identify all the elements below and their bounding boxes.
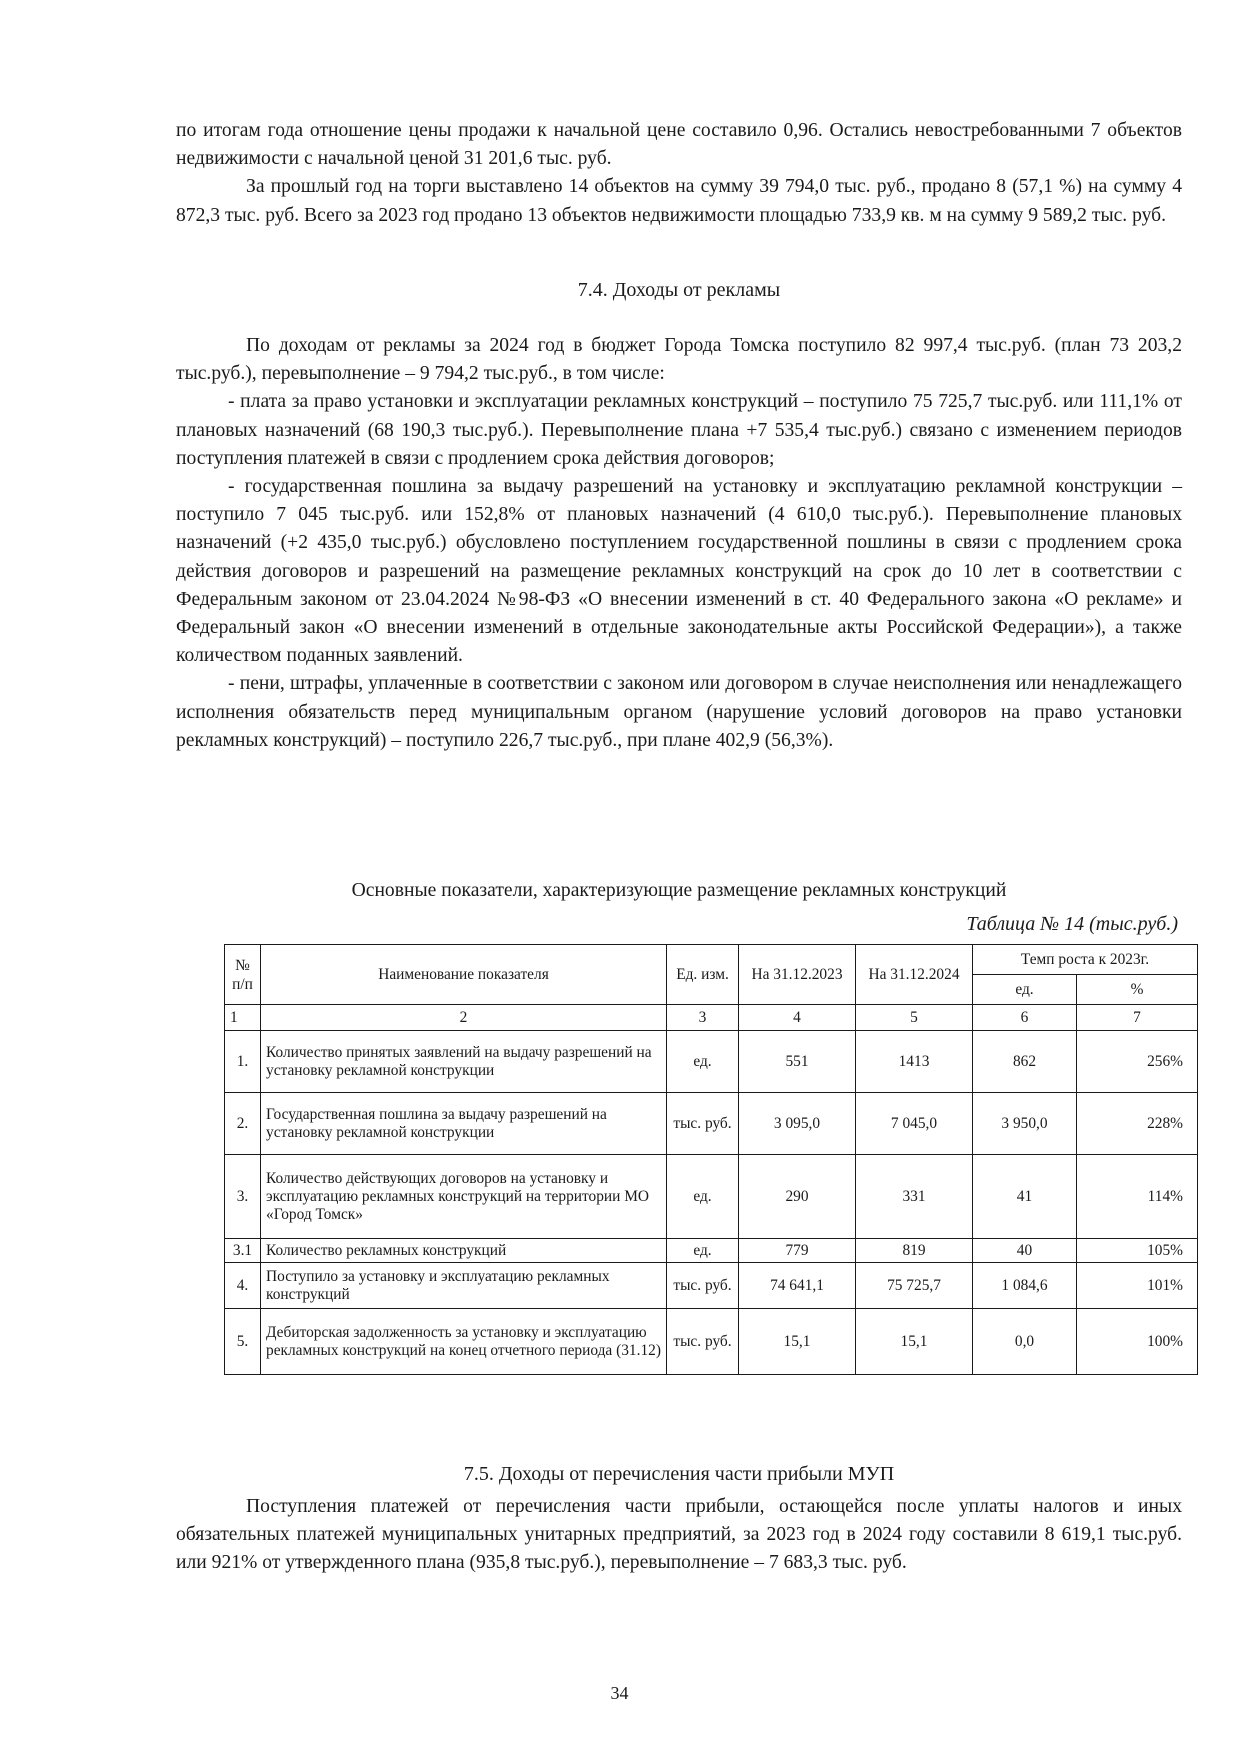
row-growth-pct: 105% — [1077, 1239, 1198, 1263]
header-growth-unit: ед. — [973, 975, 1077, 1005]
row-value-2024: 75 725,7 — [856, 1263, 973, 1309]
row-value-2023: 3 095,0 — [739, 1093, 856, 1155]
row-value-2024: 331 — [856, 1155, 973, 1239]
row-value-2023: 551 — [739, 1031, 856, 1093]
row-unit: ед. — [667, 1031, 739, 1093]
row-value-2023: 74 641,1 — [739, 1263, 856, 1309]
row-num: 2. — [225, 1093, 261, 1155]
paragraph-ad-fee: - плата за право установки и эксплуатации рекламных конструкций – поступило 75 725,7 тыс.руб. или 111,1% от плановых назначений (68 190,3 тыс.руб.). Перевыполнение плана +7 535,4 тыс.руб.) связано с изменением периодов поступления платежей в связи с продлением срока действия договоров; — [176, 391, 1182, 469]
col-number: 5 — [856, 1005, 973, 1031]
header-name: Наименование показателя — [261, 945, 667, 1005]
row-growth-abs: 3 950,0 — [973, 1093, 1077, 1155]
section-heading-7-5: 7.5. Доходы от перечисления части прибыли МУП — [463, 1463, 895, 1485]
advertising-revenue-block — [176, 332, 1182, 755]
col-number: 2 — [261, 1005, 667, 1031]
col-number: 6 — [973, 1005, 1077, 1031]
table-row — [225, 1031, 1198, 1093]
row-name: Государственная пошлина за выдачу разрешений на установку рекламной конструкции — [261, 1093, 667, 1155]
row-growth-abs: 862 — [973, 1031, 1077, 1093]
page-number: 34 — [610, 1683, 629, 1703]
indicators-table — [224, 944, 1198, 1375]
table-caption: Основные показатели, характеризующие размещение рекламных конструкций — [351, 880, 1007, 901]
table-row — [225, 1093, 1198, 1155]
row-unit: тыс. руб. — [667, 1309, 739, 1375]
row-growth-pct: 256% — [1077, 1031, 1198, 1093]
row-growth-abs: 0,0 — [973, 1309, 1077, 1375]
paragraph-sales-result: по итогам года отношение цены продажи к начальной цене составило 0,96. Остались невостребованными 7 объектов недвижимости с начальной ценой 31 201,6 тыс. руб. — [176, 120, 1182, 170]
table-header-row — [225, 945, 1198, 975]
col-number: 1 — [225, 1005, 261, 1031]
intro-block — [176, 117, 1182, 230]
header-unit: Ед. изм. — [667, 945, 739, 1005]
row-unit: тыс. руб. — [667, 1263, 739, 1309]
row-value-2023: 290 — [739, 1155, 856, 1239]
row-value-2024: 7 045,0 — [856, 1093, 973, 1155]
row-value-2023: 15,1 — [739, 1309, 856, 1375]
row-name: Дебиторская задолженность за установку и эксплуатацию рекламных конструкций на конец отчетного периода (31.12) — [261, 1309, 667, 1375]
section-heading-7-4: 7.4. Доходы от рекламы — [577, 279, 781, 301]
paragraph-mup-profit: Поступления платежей от перечисления части прибыли, остающейся после уплаты налогов и иных обязательных платежей муниципальных унитарных предприятий, за 2023 год в 2024 году составили 8 619,1 тыс.руб. или 921% от утвержденного плана (935,8 тыс.руб.), перевыполнение – 7 683,3 тыс. руб. — [176, 1496, 1182, 1574]
header-growth-pct: % — [1077, 975, 1198, 1005]
row-growth-abs: 40 — [973, 1239, 1077, 1263]
table-row — [225, 1309, 1198, 1375]
row-value-2024: 819 — [856, 1239, 973, 1263]
row-name: Количество действующих договоров на установку и эксплуатацию рекламных конструкций на территории МО «Город Томск» — [261, 1155, 667, 1239]
table-number: Таблица № 14 (тыс.руб.) — [966, 913, 1178, 935]
row-name: Количество рекламных конструкций — [261, 1239, 667, 1263]
header-growth: Темп роста к 2023г. — [973, 945, 1198, 975]
header-date-2024: На 31.12.2024 — [856, 945, 973, 1005]
row-value-2024: 1413 — [856, 1031, 973, 1093]
row-growth-abs: 41 — [973, 1155, 1077, 1239]
mup-profit-block — [176, 1493, 1182, 1578]
row-num: 3.1 — [225, 1239, 261, 1263]
col-number: 3 — [667, 1005, 739, 1031]
table-row — [225, 1155, 1198, 1239]
row-num: 3. — [225, 1155, 261, 1239]
row-growth-pct: 101% — [1077, 1263, 1198, 1309]
row-num: 5. — [225, 1309, 261, 1375]
table-row — [225, 1239, 1198, 1263]
row-unit: ед. — [667, 1239, 739, 1263]
row-num: 1. — [225, 1031, 261, 1093]
table-row — [225, 1263, 1198, 1309]
row-unit: ед. — [667, 1155, 739, 1239]
row-unit: тыс. руб. — [667, 1093, 739, 1155]
col-number: 7 — [1077, 1005, 1198, 1031]
paragraph-last-year-sales: За прошлый год на торги выставлено 14 объектов на сумму 39 794,0 тыс. руб., продано 8 (57,1 %) на сумму 4 872,3 тыс. руб. Всего за 2023 год продано 13 объектов недвижимости площадью 733,9 кв. м на сумму 9 589,2 тыс. руб. — [176, 176, 1182, 226]
paragraph-penalties: - пени, штрафы, уплаченные в соответствии с законом или договором в случае неисполнения или ненадлежащего исполнения обязательств перед муниципальным органом (нарушение условий договоров на право установки рекламных конструкций) – поступило 226,7 тыс.руб., при плане 402,9 (56,3%). — [176, 673, 1182, 751]
row-growth-pct: 114% — [1077, 1155, 1198, 1239]
indicators-table-wrapper — [224, 944, 1197, 1375]
row-num: 4. — [225, 1263, 261, 1309]
row-growth-pct: 100% — [1077, 1309, 1198, 1375]
col-number: 4 — [739, 1005, 856, 1031]
header-date-2023: На 31.12.2023 — [739, 945, 856, 1005]
row-growth-abs: 1 084,6 — [973, 1263, 1077, 1309]
row-name: Поступило за установку и эксплуатацию рекламных конструкций — [261, 1263, 667, 1309]
paragraph-ad-revenue-total: По доходам от рекламы за 2024 год в бюджет Города Томска поступило 82 997,4 тыс.руб. (план 73 203,2 тыс.руб.), перевыполнение – 9 794,2 тыс.руб., в том числе: — [176, 335, 1182, 385]
row-value-2023: 779 — [739, 1239, 856, 1263]
row-name: Количество принятых заявлений на выдачу разрешений на установку рекламной конструкции — [261, 1031, 667, 1093]
row-value-2024: 15,1 — [856, 1309, 973, 1375]
column-numbers-row — [225, 1005, 1198, 1031]
row-growth-pct: 228% — [1077, 1093, 1198, 1155]
header-num: № п/п — [225, 945, 261, 1005]
paragraph-state-duty: - государственная пошлина за выдачу разрешений на установку и эксплуатацию рекламной конструкции – поступило 7 045 тыс.руб. или 152,8% от плановых назначений (4 610,0 тыс.руб.). Перевыполнение плановых назначений (+2 435,0 тыс.руб.) обусловлено поступлением государственной пошлины в связи с продлением срока действия договоров и разрешений на размещение рекламных конструкций на срок до 10 лет в соответствии с Федеральным законом от 23.04.2024 №98-ФЗ «О внесении изменений в ст. 40 Федерального закона «О рекламе» и Федеральный закон «О внесении изменений в отдельные законодательные акты Российской Федерации»), а также количеством поданных заявлений. — [176, 476, 1182, 667]
